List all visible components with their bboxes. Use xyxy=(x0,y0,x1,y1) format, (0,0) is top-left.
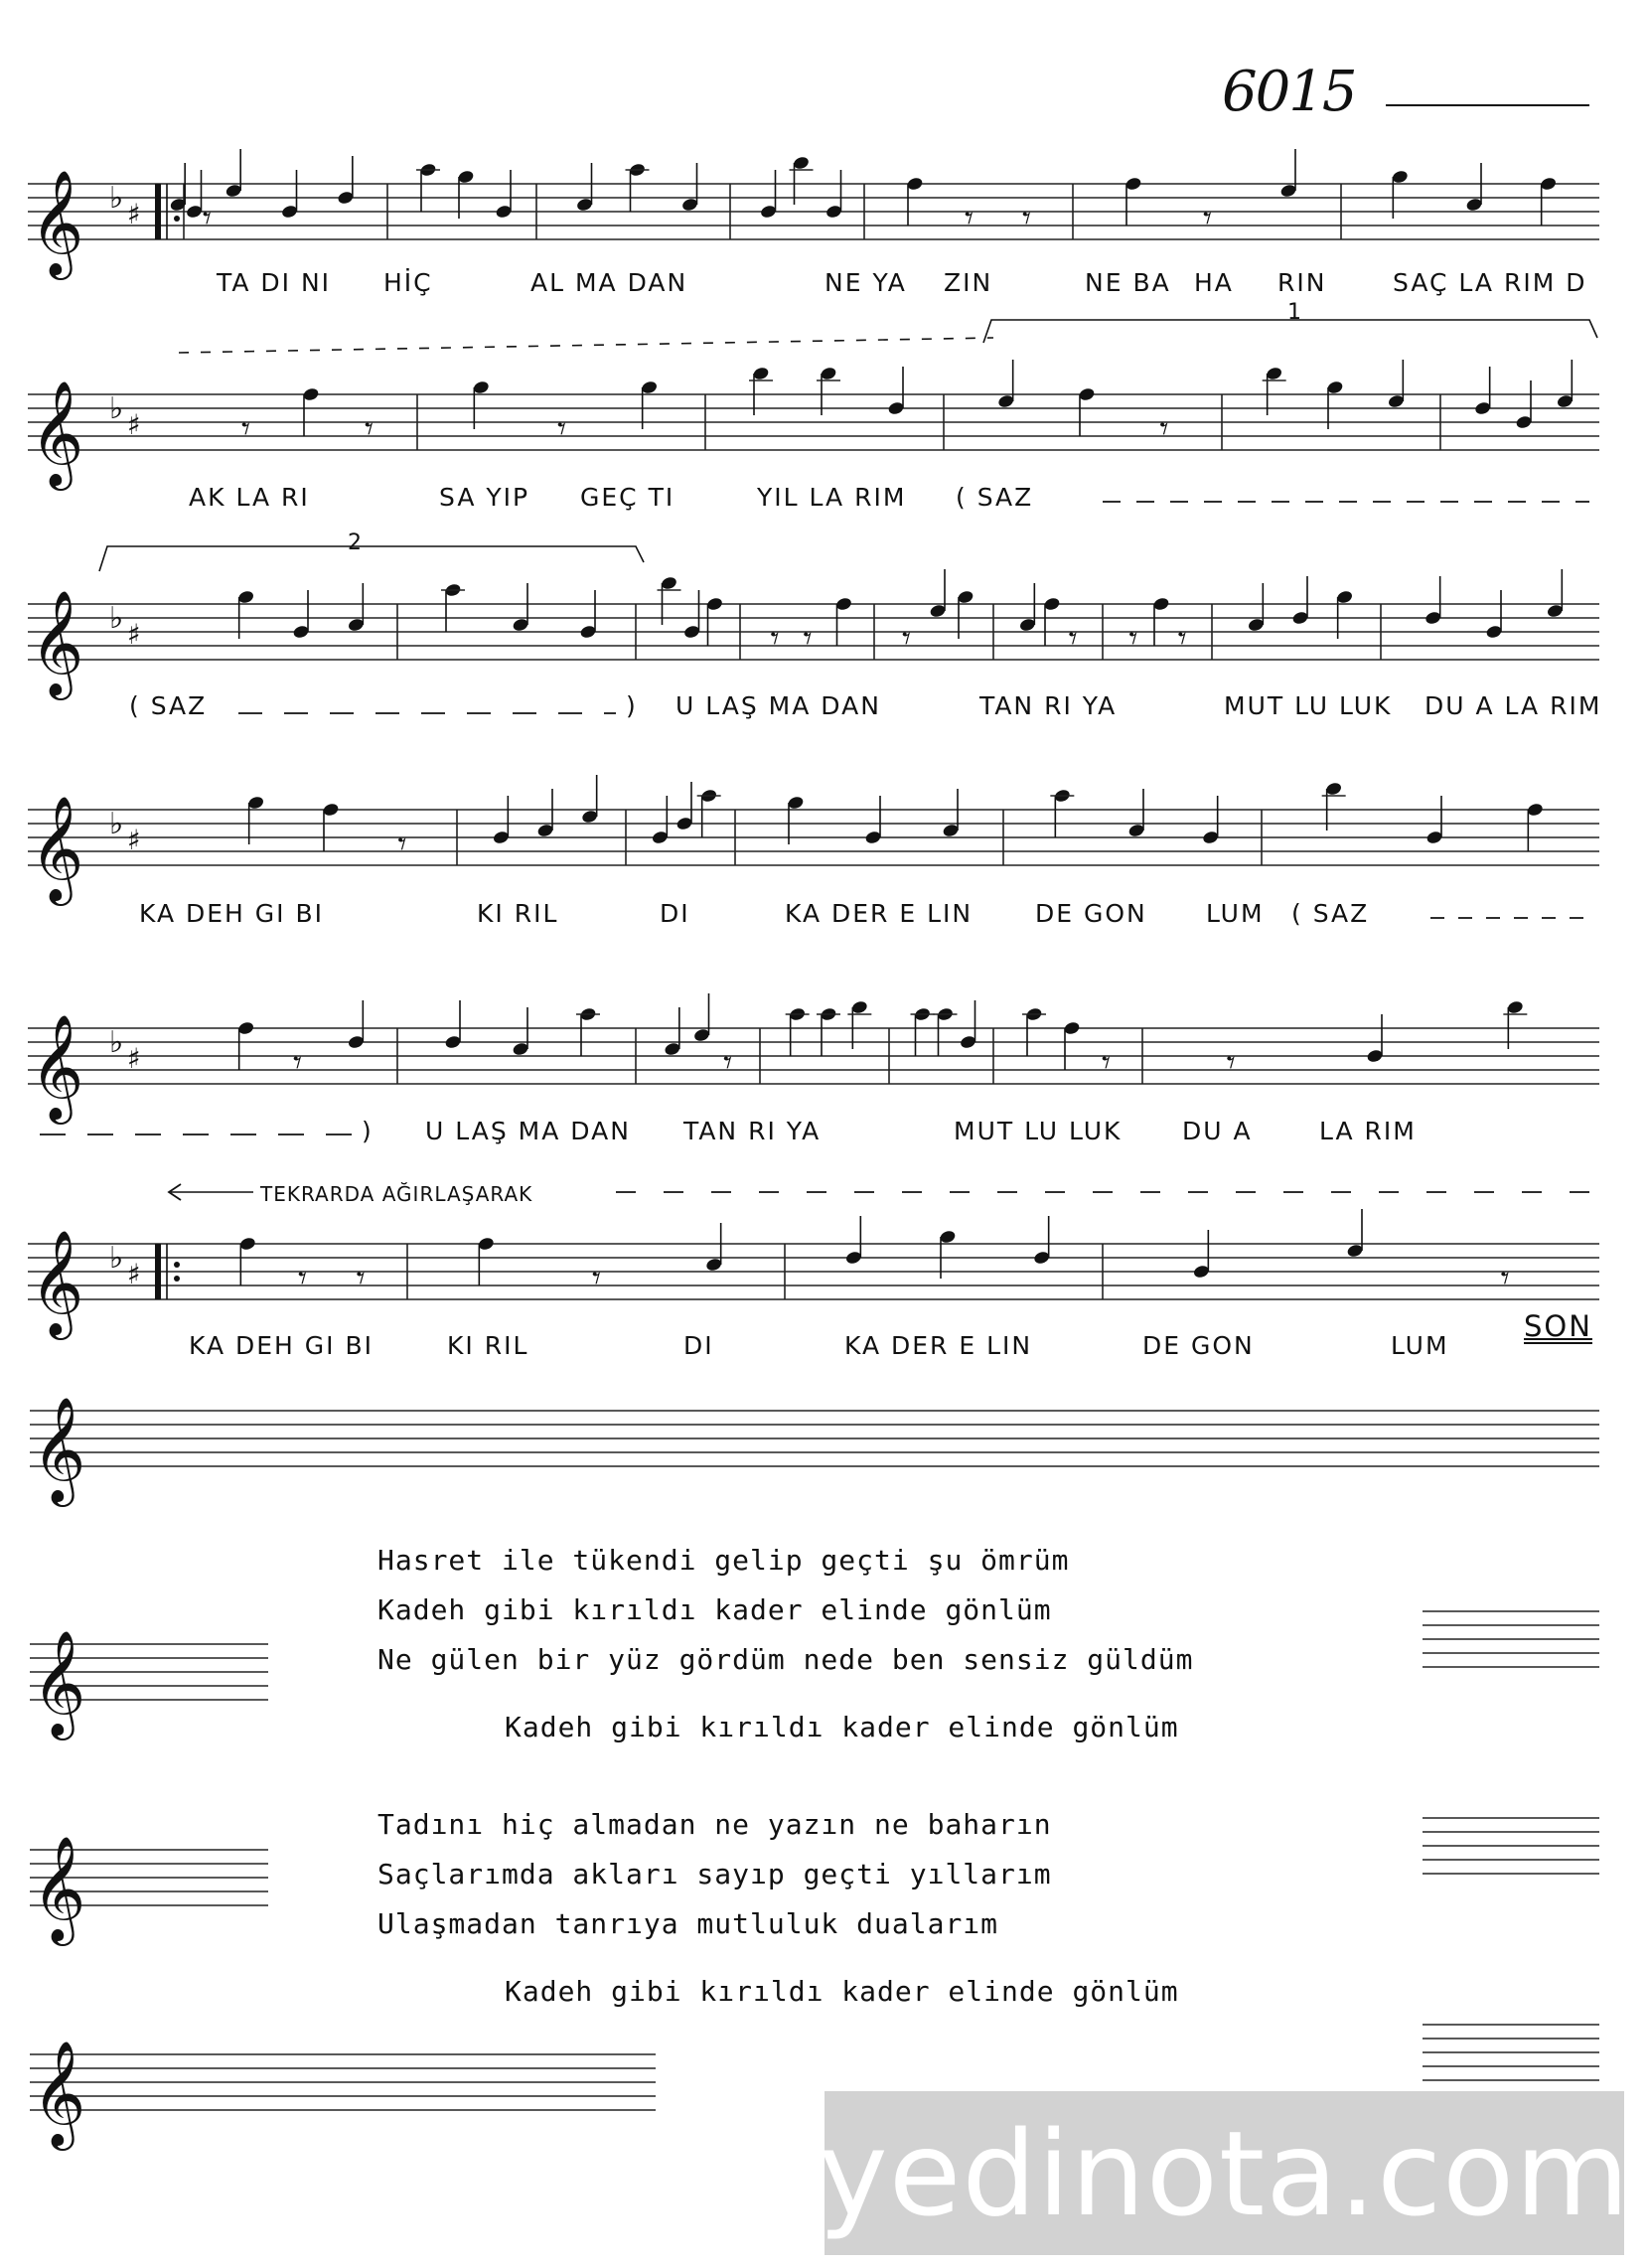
tempo-marking: TEKRARDA AĞIRLAŞARAK xyxy=(260,1182,533,1206)
flat-icon: ♭ xyxy=(109,1241,124,1276)
eighth-rest-icon: 𝄾 xyxy=(902,619,912,659)
lyric-line: Ulaşmadan tanrıya mutluluk dualarım xyxy=(377,1907,999,1940)
ending-1-label: 1 xyxy=(1287,300,1301,325)
syllable: ( SAZ xyxy=(129,691,208,720)
syllable: ) xyxy=(626,691,638,720)
syllable: SAÇ LA RIM D xyxy=(1393,268,1587,297)
eighth-rest-icon: 𝄾 xyxy=(965,199,974,238)
syllable: KA DER E LIN xyxy=(785,899,974,928)
eighth-rest-icon: 𝄾 xyxy=(592,1259,602,1298)
syllable: U LAŞ MA DAN xyxy=(425,1117,631,1145)
treble-clef-icon: 𝄞 xyxy=(30,589,84,695)
syllable: KA DER E LIN xyxy=(844,1331,1033,1360)
syllable: TAN RI YA xyxy=(683,1117,822,1145)
sharp-icon: ♯ xyxy=(127,198,141,230)
eighth-rest-icon: 𝄾 xyxy=(365,409,375,449)
dashed-line xyxy=(179,338,993,353)
syllable: KA DEH GI BI xyxy=(139,899,325,928)
syllable: TAN RI YA xyxy=(979,691,1118,720)
watermark: yedinota.com xyxy=(824,2091,1624,2255)
eighth-rest-icon: 𝄾 xyxy=(1159,409,1169,449)
syllable: NE YA xyxy=(824,268,907,297)
lyric-line: Hasret ile tükendi gelip geçti şu ömrüm xyxy=(377,1544,1070,1577)
syllable-line-6 xyxy=(149,1309,1619,1365)
syllable: GEÇ TI xyxy=(580,483,675,512)
syllable: ZIN xyxy=(944,268,993,297)
treble-clef-icon: 𝄞 xyxy=(32,1835,86,1941)
ending-2-bracket xyxy=(99,546,644,571)
syllable: LA RIM xyxy=(1319,1117,1417,1145)
eighth-rest-icon: 𝄾 xyxy=(1102,1043,1112,1083)
syllable: SA YIP xyxy=(439,483,530,512)
syllable-line-3 xyxy=(129,691,1619,725)
syllable: DI xyxy=(683,1331,714,1360)
eighth-rest-icon: 𝄾 xyxy=(1022,199,1032,238)
eighth-rest-icon: 𝄾 xyxy=(293,1043,303,1083)
syllable-line-1 xyxy=(149,268,1619,302)
syllable: KA DEH GI BI xyxy=(189,1331,375,1360)
syllable: NE BA xyxy=(1085,268,1171,297)
eighth-rest-icon: 𝄾 xyxy=(803,619,813,659)
eighth-rest-icon: 𝄾 xyxy=(1128,619,1138,659)
sharp-icon: ♯ xyxy=(127,618,141,651)
lyrics-block-2 xyxy=(377,1800,1179,2017)
lyric-line: Tadını hiç almadan ne yazın ne baharın xyxy=(377,1808,1052,1841)
eighth-rest-icon: 𝄾 xyxy=(356,1259,366,1298)
treble-clef-icon: 𝄞 xyxy=(30,1229,84,1335)
treble-clef-icon: 𝄞 xyxy=(30,1013,84,1120)
syllable: DE GON xyxy=(1142,1331,1255,1360)
lyric-refrain: Kadeh gibi kırıldı kader elinde gönlüm xyxy=(505,1711,1179,1743)
syllable: DI xyxy=(660,899,690,928)
repeat-bar xyxy=(155,1244,161,1299)
eighth-rest-icon: 𝄾 xyxy=(241,409,251,449)
eighth-rest-icon: 𝄾 xyxy=(1226,1043,1236,1083)
syllable: MUT LU LUK xyxy=(1224,691,1393,720)
syllable: KI RIL xyxy=(477,899,559,928)
syllable: LUM xyxy=(1206,899,1265,928)
eighth-rest-icon: 𝄾 xyxy=(1177,619,1187,659)
treble-clef-icon: 𝄞 xyxy=(30,169,84,275)
eighth-rest-icon: 𝄾 xyxy=(723,1043,733,1083)
syllable: U LAŞ MA DAN xyxy=(675,691,881,720)
eighth-rest-icon: 𝄾 xyxy=(557,409,567,449)
syllable: HA xyxy=(1194,268,1234,297)
flat-icon: ♭ xyxy=(109,391,124,426)
repeat-bar xyxy=(155,184,161,239)
syllable: KI RIL xyxy=(447,1331,529,1360)
flat-icon: ♭ xyxy=(109,181,124,216)
eighth-rest-icon: 𝄾 xyxy=(202,199,212,238)
syllable-line-4 xyxy=(139,899,1619,933)
sharp-icon: ♯ xyxy=(127,1042,141,1075)
flat-icon: ♭ xyxy=(109,601,124,636)
eighth-rest-icon: 𝄾 xyxy=(1068,619,1078,659)
lyrics-block-1 xyxy=(377,1536,1193,1752)
flat-icon: ♭ xyxy=(109,807,124,841)
treble-clef-icon: 𝄞 xyxy=(30,795,84,901)
syllable: ) xyxy=(362,1117,374,1145)
eighth-rest-icon: 𝄾 xyxy=(1203,199,1213,238)
syllable: HİÇ xyxy=(383,268,433,297)
syllable: AL MA DAN xyxy=(530,268,688,297)
repeat-dot xyxy=(174,1262,180,1268)
syllable: RIN xyxy=(1277,268,1327,297)
syllable-line-5 xyxy=(149,1117,1619,1150)
syllable: MUT LU LUK xyxy=(954,1117,1123,1145)
syllable: DU A LA RIM xyxy=(1424,691,1602,720)
syllable-line-2 xyxy=(149,483,1619,517)
treble-clef-icon: 𝄞 xyxy=(32,1396,86,1502)
sharp-icon: ♯ xyxy=(127,1258,141,1290)
syllable: ( SAZ xyxy=(1291,899,1370,928)
treble-clef-icon: 𝄞 xyxy=(32,2040,86,2146)
treble-clef-icon: 𝄞 xyxy=(30,379,84,486)
lyric-line: Kadeh gibi kırıldı kader elinde gönlüm xyxy=(377,1593,1052,1626)
page-number: 6015 xyxy=(1222,60,1356,124)
repeat-dot xyxy=(174,1276,180,1282)
flat-icon: ♭ xyxy=(109,1025,124,1060)
lyric-line: Saçlarımda akları sayıp geçti yıllarım xyxy=(377,1858,1052,1890)
ending-2-label: 2 xyxy=(348,530,362,555)
eighth-rest-icon: 𝄾 xyxy=(1500,1259,1510,1298)
syllable: ( SAZ xyxy=(956,483,1034,512)
syllable: LUM xyxy=(1391,1331,1449,1360)
treble-clef-icon: 𝄞 xyxy=(32,1629,86,1736)
repeat-dot xyxy=(174,216,180,222)
lyric-line: Ne gülen bir yüz gördüm nede ben sensiz güldüm xyxy=(377,1643,1194,1676)
sharp-icon: ♯ xyxy=(127,408,141,441)
syllable: AK LA RI xyxy=(189,483,310,512)
syllable: TA DI NI xyxy=(217,268,332,297)
lyric-refrain: Kadeh gibi kırıldı kader elinde gönlüm xyxy=(505,1975,1179,2008)
eighth-rest-icon: 𝄾 xyxy=(397,825,407,864)
eighth-rest-icon: 𝄾 xyxy=(770,619,780,659)
fine-marking: SON xyxy=(1524,1309,1592,1343)
eighth-rest-icon: 𝄾 xyxy=(298,1259,308,1298)
syllable: DU A xyxy=(1182,1117,1253,1145)
syllable: YIL LA RIM xyxy=(757,483,907,512)
sharp-icon: ♯ xyxy=(127,824,141,856)
syllable: DE GON xyxy=(1035,899,1147,928)
